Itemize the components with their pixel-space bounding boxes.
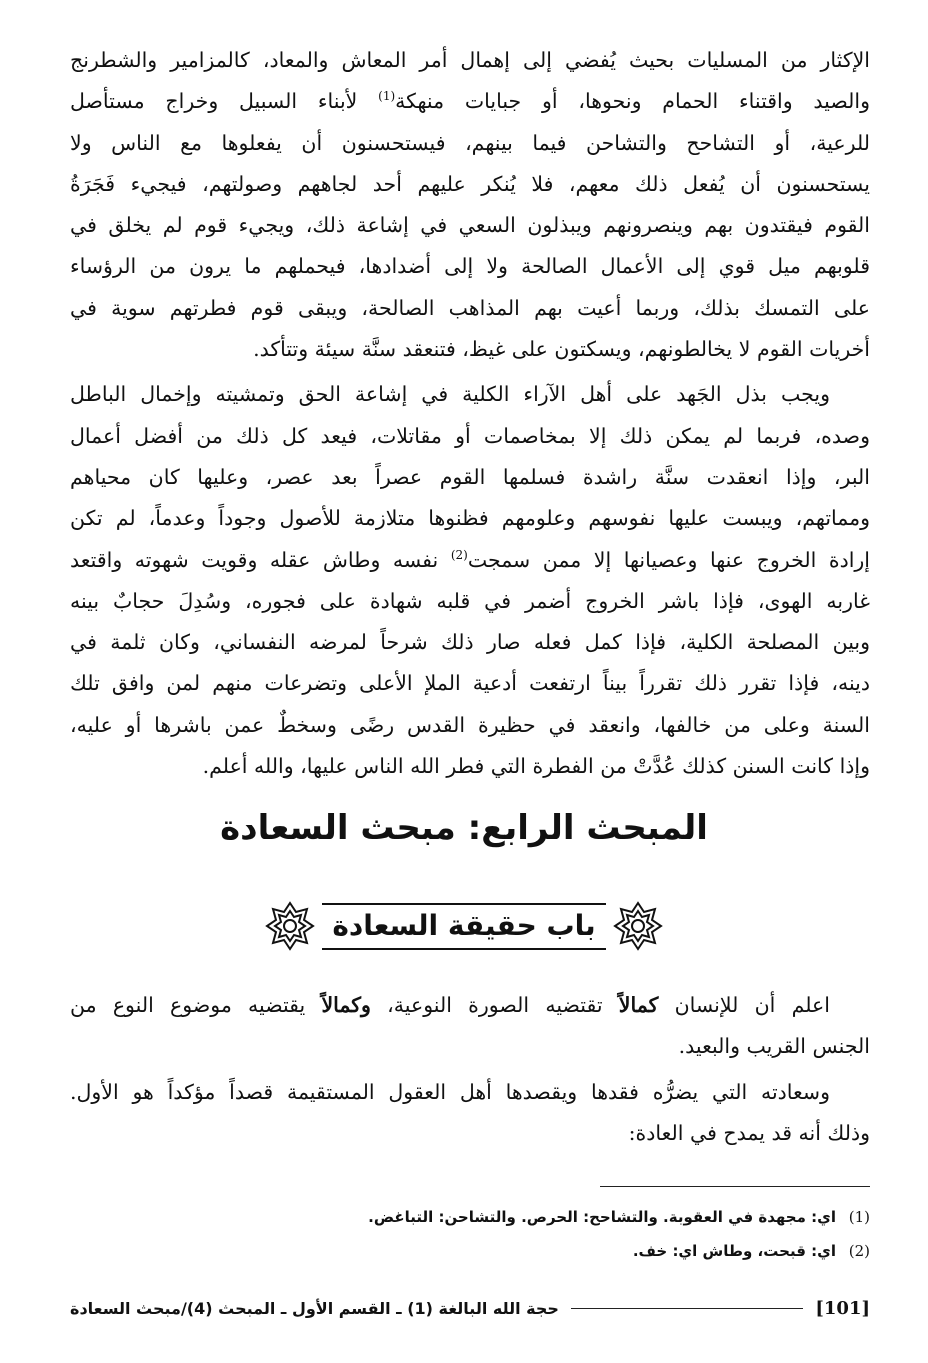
paragraph-3	[70, 985, 870, 1068]
text-segment: يقتضيه موضوع النوع من	[70, 993, 306, 1017]
footnote-number: (2)	[848, 1242, 870, 1260]
text-line: أخريات القوم لا يخالطونهم، ويسكتون على غيظ، فتنعقد سنَّة سيئة وتتأكد.	[253, 337, 870, 362]
section-heading-box	[264, 900, 663, 952]
text-line	[70, 540, 870, 581]
footnotes	[70, 1200, 870, 1268]
page-footer	[70, 1298, 870, 1319]
text-line: السنة وعلى من خالفها، وانعقد في حظيرة القدس رضًى وسخطٌ عمن باشرها أو عليه،	[70, 712, 870, 737]
paragraph-1	[70, 40, 870, 370]
footnote-text: اي: مجهدة في العقوبة. والتشاحح: الحرص. والتشاحن: التباغض.	[368, 1208, 836, 1226]
paragraph-2	[70, 374, 870, 787]
page-number: [101]	[815, 1298, 870, 1319]
text-line: وصده، فربما لم يمكن ذلك إلا بمخاصمات أو مقاتلات، فيعد كل ذلك من أفضل أعمال	[70, 423, 870, 448]
paragraph-4	[70, 1072, 870, 1155]
star-ornament-icon	[264, 900, 316, 952]
text-segment: نفسه وطاش عقله وقويت شهوته واقتعد	[70, 547, 439, 572]
text-line	[70, 985, 870, 1026]
text-line: وذلك أنه قد يمدح في العادة:	[628, 1120, 870, 1145]
text-line: غاربه الهوى، فإذا باشر الخروج أضمر في قلبه شهادة على فجوره، وسُدِلَ حجابٌ بينه	[70, 588, 870, 613]
text-segment: إرادة الخروج عنها وعصيانها إلا ممن سمجت	[467, 547, 870, 572]
footnote-divider	[600, 1186, 870, 1187]
footnote-number: (1)	[848, 1208, 870, 1226]
footnote-item	[70, 1200, 870, 1234]
text-segment: اعلم أن للإنسان	[674, 993, 830, 1017]
text-line: وإذا كانت السنن كذلك عُدَّتْ من الفطرة التي فطر الله الناس عليها، والله أعلم.	[202, 754, 870, 779]
footer-rule	[571, 1308, 803, 1309]
running-title: حجة الله البالغة (1) ـ القسم الأول ـ المبحث (4)/مبحث السعادة	[70, 1299, 559, 1318]
text-line: يستحسنون أن يُفعل ذلك معهم، فلا يُنكر عليهم أحد لجاههم وصولتهم، فيجيء فَجَرَةُ	[70, 171, 870, 196]
text-line: قلوبهم ميل قوي إلى الأعمال الصالحة ولا إلى أضدادها، فيحملهم ما يرون من الرؤساء	[70, 254, 870, 279]
footnote-item	[70, 1234, 870, 1268]
bold-term: وكمالاً	[321, 993, 371, 1017]
section-body	[70, 985, 870, 1154]
text-line: على التمسك بذلك، وربما أعيت بهم المذاهب الصالحة، ويبقى قوم فطرتهم سوية في	[70, 295, 870, 320]
text-line: القوم فيقتدون بهم وينصرونهم ويبذلون السعي في إشاعة ذلك، ويجيء قوم لم يخلق في	[70, 213, 870, 238]
text-line	[70, 81, 870, 122]
text-line: وسعادته التي يضرُّه فقدها ويقصدها أهل العقول المستقيمة قصداً مؤكداً هو الأول.	[70, 1079, 830, 1104]
section-heading	[0, 888, 928, 964]
text-line: ومماتهم، ويبست عليها نفوسهم وعلومهم فظنوها متلازمة للأصول وجوداً وعدماً، لم تكن	[70, 506, 870, 531]
text-line: وبين المصلحة الكلية، فإذا كمل فعله صار ذلك شرحاً لمرضه النفساني، وكان ثلمة في	[70, 630, 870, 655]
footnote-marker-2: (2)	[450, 547, 468, 562]
text-line: ويجب بذل الجَهد على أهل الآراء الكلية في إشاعة الحق وتمشيته وإخمال الباطل	[70, 382, 830, 407]
chapter-title: المبحث الرابع: مبحث السعادة	[220, 808, 708, 848]
text-line: للرعية، أو التشاحح والتشاحن فيما بينهم، فيستحسنون أن يفعلوها مع الناس ولا	[70, 130, 870, 155]
text-segment: والصيد واقتناء الحمام ونحوها، أو جبايات منهكة	[395, 89, 870, 114]
bold-term: كمالاً	[618, 993, 659, 1017]
star-ornament-icon	[612, 900, 664, 952]
text-segment: لأبناء السبيل وخراج مستأصل	[70, 89, 358, 114]
footnote-marker-1: (1)	[378, 89, 396, 104]
text-line: البر، وإذا انعقدت سنَّة راشدة فسلمها القوم عصراً بعد عصر، وعليها كان محياهم	[70, 464, 870, 489]
text-line: الإكثار من المسليات بحيث يُفضي إلى إهمال أمر المعاش والمعاد، كالمزامير والشطرنج	[70, 48, 870, 72]
section-title: باب حقيقة السعادة	[322, 903, 605, 950]
main-text	[70, 40, 870, 787]
text-line: دينه، فإذا تقرر ذلك تقرراً بيناً ارتفعت أدعية الملإ الأعلى وتضرعات منهم لمن وافق تلك	[70, 671, 870, 696]
text-line: الجنس القريب والبعيد.	[678, 1034, 870, 1059]
footnote-text: اي: قبحت، وطاش اي: خف.	[632, 1242, 836, 1260]
text-segment: تقتضيه الصورة النوعية،	[387, 993, 603, 1017]
